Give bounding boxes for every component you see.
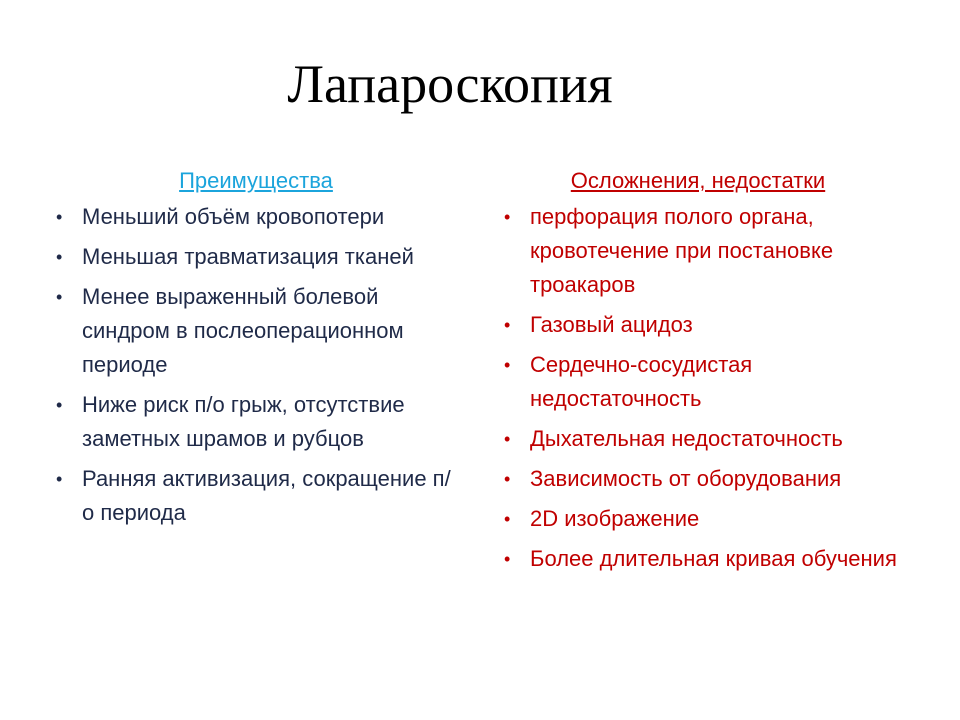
list-item bbox=[50, 240, 455, 274]
bullet-icon: • bbox=[56, 247, 63, 267]
bullet-icon: • bbox=[56, 395, 63, 415]
bullet-icon: • bbox=[56, 469, 63, 489]
list-item-text: Меньший объём кровопотери bbox=[82, 204, 385, 229]
list-item-text: Меньшая травматизация тканей bbox=[82, 244, 414, 269]
list-item-text: Менее выраженный болевой синдром в послеоперационном периоде bbox=[82, 284, 404, 377]
disadvantages-heading: Осложнения, недостатки bbox=[570, 168, 826, 193]
bullet-icon: • bbox=[504, 509, 511, 529]
advantages-column bbox=[50, 164, 455, 536]
list-item bbox=[498, 462, 918, 496]
list-item bbox=[50, 462, 455, 530]
bullet-icon: • bbox=[504, 549, 511, 569]
advantages-heading: Преимущества bbox=[179, 168, 333, 193]
list-item bbox=[50, 388, 455, 456]
list-item-text: Сердечно-сосудистая недостаточность bbox=[530, 352, 753, 411]
list-item-text: Зависимость от оборудования bbox=[530, 466, 842, 491]
list-item bbox=[50, 280, 455, 382]
bullet-icon: • bbox=[504, 355, 511, 375]
disadvantages-column bbox=[498, 164, 918, 582]
bullet-icon: • bbox=[504, 429, 511, 449]
disadvantages-list bbox=[498, 200, 918, 576]
list-item-text: Ниже риск п/о грыж, отсутствие заметных шрамов и рубцов bbox=[82, 392, 405, 451]
list-item bbox=[50, 200, 455, 234]
list-item bbox=[498, 348, 918, 416]
bullet-icon: • bbox=[56, 287, 63, 307]
list-item-text: Более длительная кривая обучения bbox=[530, 546, 897, 571]
list-item-text: Ранняя активизация, сокращение п/о периода bbox=[82, 466, 451, 525]
slide-title: Лапароскопия bbox=[287, 54, 613, 114]
list-item bbox=[498, 542, 918, 576]
list-item bbox=[498, 502, 918, 536]
bullet-icon: • bbox=[504, 315, 511, 335]
list-item bbox=[498, 200, 918, 302]
bullet-icon: • bbox=[504, 207, 511, 227]
advantages-list bbox=[50, 200, 455, 530]
list-item-text: 2D изображение bbox=[530, 506, 700, 531]
list-item bbox=[498, 308, 918, 342]
list-item-text: Дыхательная недостаточность bbox=[530, 426, 843, 451]
list-item-text: перфорация полого органа, кровотечение при постановке троакаров bbox=[530, 204, 834, 297]
bullet-icon: • bbox=[504, 469, 511, 489]
list-item-text: Газовый ацидоз bbox=[530, 312, 693, 337]
list-item bbox=[498, 422, 918, 456]
bullet-icon: • bbox=[56, 207, 63, 227]
